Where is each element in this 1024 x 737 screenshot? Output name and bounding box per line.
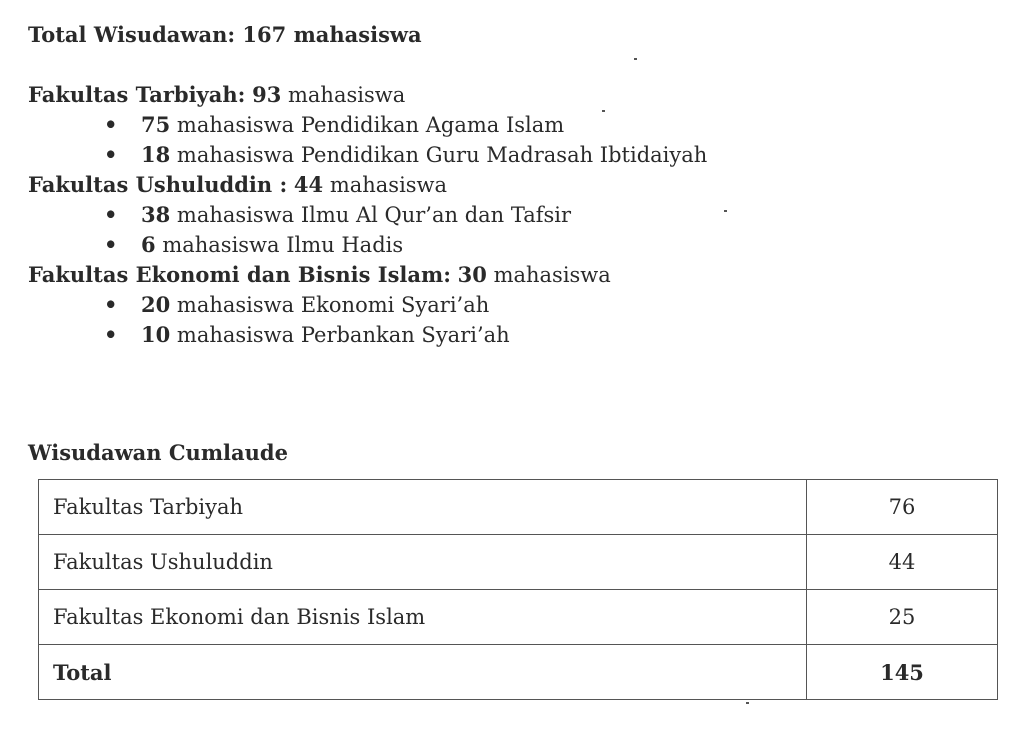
table-row [39, 590, 998, 645]
faculty-name: Fakultas Ekonomi dan Bisnis Islam: [28, 262, 451, 287]
scan-speck [634, 58, 637, 60]
table-row [39, 480, 998, 535]
bullet-icon: • [104, 142, 118, 167]
faculty-heading-tarbiyah [28, 82, 405, 108]
faculty-name: Fakultas Tarbiyah: [28, 82, 246, 107]
cumlaude-heading: Wisudawan Cumlaude [28, 440, 288, 465]
scan-speck [746, 702, 749, 704]
program-text: mahasiswa Ilmu Al Qur’an dan Tafsir [176, 203, 572, 227]
faculty-count: 44 [293, 172, 324, 197]
faculty-unit: mahasiswa [329, 173, 448, 197]
faculty-name: Fakultas Ushuluddin : [28, 172, 288, 197]
total-graduates-unit: mahasiswa [293, 22, 422, 47]
program-text: mahasiswa Ilmu Hadis [162, 233, 404, 257]
total-graduates-label: Total Wisudawan: [28, 22, 236, 47]
list-item [104, 112, 564, 138]
table-cell-value: 25 [807, 590, 998, 645]
faculty-unit: mahasiswa [288, 83, 406, 107]
program-count: 10 [141, 322, 171, 347]
cumlaude-table [38, 479, 998, 700]
scan-speck [724, 210, 727, 212]
table-total-label: Total [39, 645, 807, 700]
program-text: mahasiswa Pendidikan Agama Islam [176, 113, 565, 137]
list-item [104, 142, 707, 168]
list-item [104, 292, 489, 318]
program-text: mahasiswa Perbankan Syari’ah [176, 323, 510, 347]
list-item [104, 232, 403, 258]
list-item [104, 202, 571, 228]
program-text: mahasiswa Ekonomi Syari’ah [176, 293, 490, 317]
faculty-heading-ekonomi [28, 262, 611, 288]
table-total-value: 145 [807, 645, 998, 700]
faculty-count: 93 [252, 82, 282, 107]
bullet-icon: • [104, 232, 118, 257]
table-cell-label: Fakultas Ekonomi dan Bisnis Islam [39, 590, 807, 645]
scan-speck [602, 110, 605, 112]
list-item [104, 322, 510, 348]
bullet-icon: • [104, 202, 118, 227]
program-count: 20 [141, 292, 171, 317]
faculty-unit: mahasiswa [493, 263, 611, 287]
program-text: mahasiswa Pendidikan Guru Madrasah Ibtidaiyah [176, 143, 708, 167]
total-graduates-line [28, 22, 422, 48]
bullet-icon: • [104, 112, 118, 137]
program-count: 38 [141, 202, 171, 227]
table-cell-label: Fakultas Tarbiyah [39, 480, 807, 535]
table-total-row [39, 645, 998, 700]
faculty-heading-ushuluddin [28, 172, 447, 198]
table-cell-value: 76 [807, 480, 998, 535]
total-graduates-value: 167 [242, 22, 287, 47]
bullet-icon: • [104, 292, 118, 317]
faculty-count: 30 [457, 262, 487, 287]
table-cell-label: Fakultas Ushuluddin [39, 535, 807, 590]
table-cell-value: 44 [807, 535, 998, 590]
table-row [39, 535, 998, 590]
bullet-icon: • [104, 322, 118, 347]
program-count: 6 [141, 232, 156, 257]
program-count: 18 [141, 142, 171, 167]
program-count: 75 [141, 112, 171, 137]
